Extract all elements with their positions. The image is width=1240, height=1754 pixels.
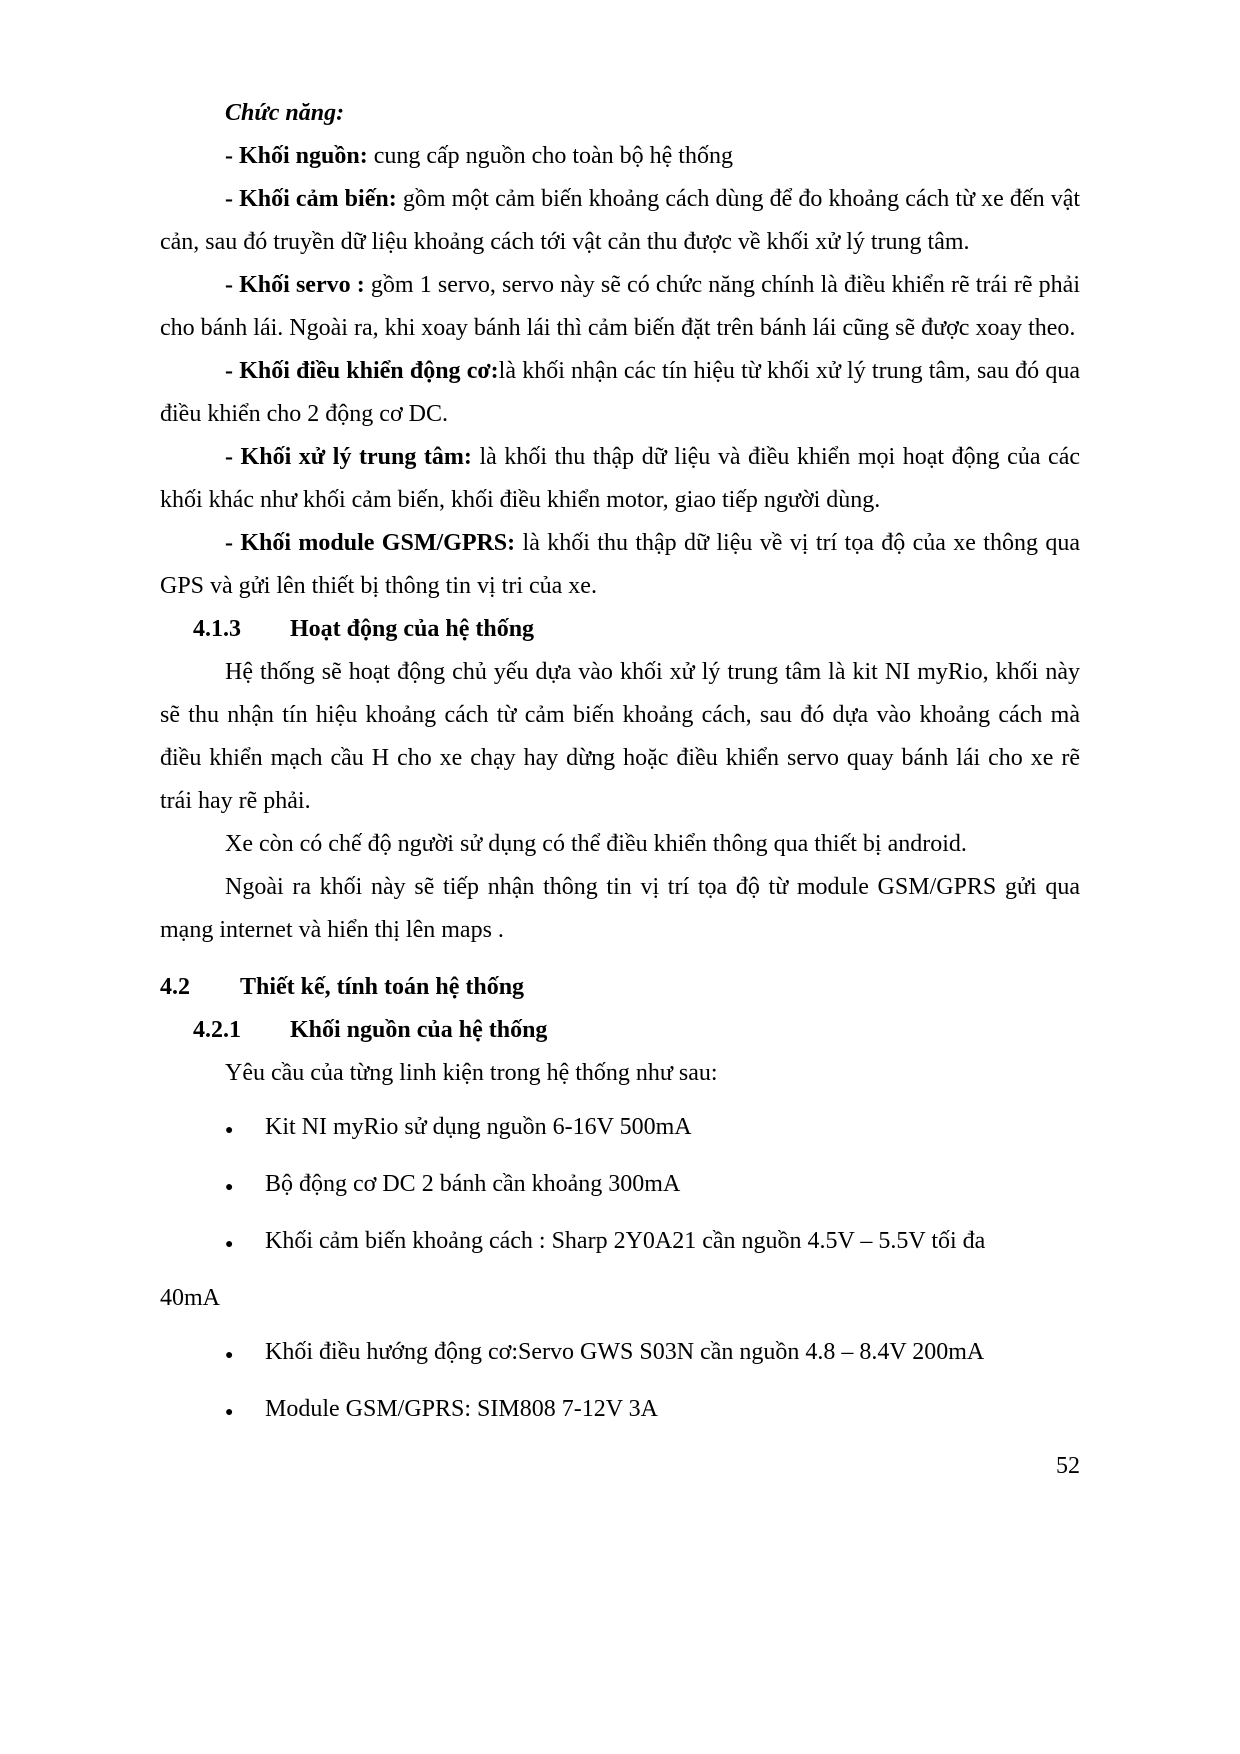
function-item-label: - Khối cảm biến: <box>225 186 397 212</box>
function-item-text: là khối nhận các tín hiệu từ khối xử lý trung tâm, sau đó qua điều khiển cho 2 động cơ DC. <box>160 358 1080 427</box>
heading-title: Hoạt động của hệ thống <box>290 616 535 642</box>
heading-number: 4.2 <box>160 974 190 1000</box>
bullet-icon <box>225 1388 265 1434</box>
heading-4-1-3 <box>160 608 1080 651</box>
function-item-text: là khối thu thập dữ liệu về vị trí tọa độ của xe thông qua GPS và gửi lên thiết bị thông tin vị tri của xe. <box>160 530 1080 599</box>
function-item-text: là khối thu thập dữ liệu và điều khiển mọi hoạt động của các khối khác như khối cảm biến, khối điều khiển motor, giao tiếp người dùng. <box>160 444 1081 513</box>
function-item-label: - Khối servo : <box>225 272 365 298</box>
function-item-servo <box>160 264 1080 350</box>
function-item-label: - Khối nguồn: <box>225 143 368 169</box>
list-item <box>160 1331 1080 1377</box>
heading-4-2 <box>160 966 1080 1009</box>
requirements-intro: Yêu cầu của từng linh kiện trong hệ thống như sau: <box>225 1060 718 1086</box>
function-item-cam-bien <box>160 178 1080 264</box>
heading-4-2-1 <box>160 1009 1080 1052</box>
list-item-text: Bộ động cơ DC 2 bánh cần khoảng 300mA <box>265 1171 681 1197</box>
list-item-overflow: 40mA <box>160 1285 220 1311</box>
list-item-text: Module GSM/GPRS: SIM808 7-12V 3A <box>265 1396 658 1422</box>
list-item <box>160 1220 1080 1266</box>
bullet-icon <box>225 1106 265 1152</box>
heading-number: 4.2.1 <box>193 1017 241 1043</box>
operation-paragraph-1: Hệ thống sẽ hoạt động chủ yếu dựa vào khối xử lý trung tâm là kit NI myRio, khối này sẽ thu nhận tín hiệu khoảng cách từ cảm biến khoảng cách, sau đó dựa vào khoảng cách mà điều khiển mạch cầu H cho xe chạy hay dừng hoặc điều khiển servo quay bánh lái cho xe rẽ trái hay rẽ phải. <box>160 659 1080 814</box>
operation-paragraph-3: Ngoài ra khối này sẽ tiếp nhận thông tin vị trí tọa độ từ module GSM/GPRS gửi qua mạng internet và hiển thị lên maps . <box>160 874 1080 943</box>
requirements-list <box>160 1106 1080 1434</box>
operation-paragraph-2: Xe còn có chế độ người sử dụng có thể điều khiển thông qua thiết bị android. <box>225 831 967 857</box>
function-item-label: - Khối xử lý trung tâm: <box>225 444 472 470</box>
list-item-text: Khối điều hướng động cơ:Servo GWS S03N cần nguồn 4.8 – 8.4V 200mA <box>265 1339 985 1365</box>
bullet-icon <box>225 1220 265 1266</box>
lead-title-text: Chức năng: <box>225 100 345 126</box>
function-item-text: gồm một cảm biến khoảng cách dùng để đo khoảng cách từ xe đến vật cản, sau đó truyền dữ liệu khoảng cách tới vật cản thu được về khối xử lý trung tâm. <box>160 186 1081 255</box>
function-item-nguon <box>160 135 1080 178</box>
function-item-text: gồm 1 servo, servo này sẽ có chức năng chính là điều khiển rẽ trái rẽ phải cho bánh lái. Ngoài ra, khi xoay bánh lái thì cảm biến đặt trên bánh lái cũng sẽ được xoay theo. <box>160 272 1080 341</box>
section-lead-title <box>160 92 1080 135</box>
heading-number: 4.1.3 <box>193 616 241 642</box>
list-item <box>160 1388 1080 1434</box>
list-item <box>160 1163 1080 1209</box>
heading-title: Khối nguồn của hệ thống <box>290 1017 548 1043</box>
page-number: 52 <box>1056 1453 1080 1479</box>
function-item-xu-ly-trung-tam <box>160 436 1080 522</box>
function-item-label: - Khối điều khiển động cơ: <box>225 358 499 384</box>
list-item-text: Khối cảm biến khoảng cách : Sharp 2Y0A21 cần nguồn 4.5V – 5.5V tối đa <box>265 1228 986 1254</box>
list-item <box>160 1106 1080 1152</box>
function-item-label: - Khối module GSM/GPRS: <box>225 530 516 556</box>
bullet-icon <box>225 1163 265 1209</box>
heading-title: Thiết kế, tính toán hệ thống <box>240 974 525 1000</box>
bullet-icon <box>225 1331 265 1377</box>
list-item-text: Kit NI myRio sử dụng nguồn 6-16V 500mA <box>265 1114 692 1140</box>
function-item-gsm-gprs <box>160 522 1080 608</box>
function-item-text: cung cấp nguồn cho toàn bộ hệ thống <box>367 143 733 169</box>
function-item-dieu-khien-dong-co <box>160 350 1080 436</box>
